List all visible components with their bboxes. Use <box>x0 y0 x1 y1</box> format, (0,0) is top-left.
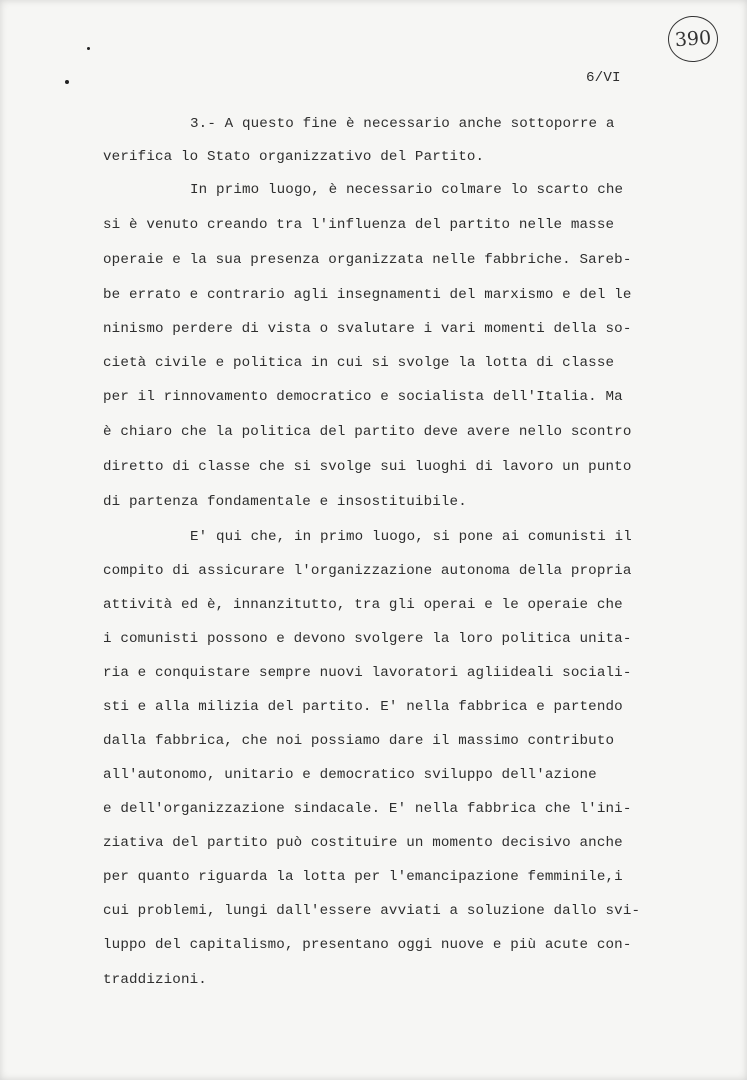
text-line: ria e conquistare sempre nuovi lavoratori agliideali sociali- <box>103 665 632 681</box>
text-line: E' qui che, in primo luogo, si pone ai comunisti il <box>190 529 632 545</box>
stamp-number: 390 <box>674 26 712 52</box>
text-line: In primo luogo, è necessario colmare lo scarto che <box>190 182 624 198</box>
text-line: ziativa del partito può costituire un momento decisivo anche <box>103 835 623 851</box>
text-line: operaie e la sua presenza organizzata nelle fabbriche. Sareb- <box>103 252 632 268</box>
text-line: per quanto riguarda la lotta per l'emancipazione femminile,i <box>103 869 623 885</box>
text-line: compito di assicurare l'organizzazione autonoma della propria <box>103 563 632 579</box>
page-number: 6/VI <box>586 70 621 86</box>
text-line: i comunisti possono e devono svolgere la loro politica unita- <box>103 631 632 647</box>
text-line: traddizioni. <box>103 972 207 988</box>
archive-stamp <box>666 14 719 63</box>
text-line: sti e alla milizia del partito. E' nella fabbrica e partendo <box>103 699 623 715</box>
text-line: cietà civile e politica in cui si svolge la lotta di classe <box>103 355 615 371</box>
ink-speck <box>87 47 90 50</box>
text-line: per il rinnovamento democratico e socialista dell'Italia. Ma <box>103 389 623 405</box>
text-line: attività ed è, innanzitutto, tra gli operai e le operaie che <box>103 597 623 613</box>
text-line: è chiaro che la politica del partito deve avere nello scontro <box>103 424 632 440</box>
text-line: verifica lo Stato organizzativo del Partito. <box>103 149 485 165</box>
text-line: 3.- A questo fine è necessario anche sottoporre a <box>190 116 615 132</box>
text-line: diretto di classe che si svolge sui luoghi di lavoro un punto <box>103 459 632 475</box>
text-line: luppo del capitalismo, presentano oggi nuove e più acute con- <box>103 937 632 953</box>
text-line: di partenza fondamentale e insostituibile. <box>103 494 467 510</box>
text-line: si è venuto creando tra l'influenza del partito nelle masse <box>103 217 615 233</box>
text-line: all'autonomo, unitario e democratico sviluppo dell'azione <box>103 767 597 783</box>
text-line: e dell'organizzazione sindacale. E' nella fabbrica che l'ini- <box>103 801 632 817</box>
text-line: cui problemi, lungi dall'essere avviati a soluzione dallo svi- <box>103 903 641 919</box>
text-line: be errato e contrario agli insegnamenti del marxismo e del le <box>103 287 632 303</box>
ink-speck <box>65 80 69 84</box>
text-line: dalla fabbrica, che noi possiamo dare il massimo contributo <box>103 733 615 749</box>
text-line: ninismo perdere di vista o svalutare i vari momenti della so- <box>103 321 632 337</box>
